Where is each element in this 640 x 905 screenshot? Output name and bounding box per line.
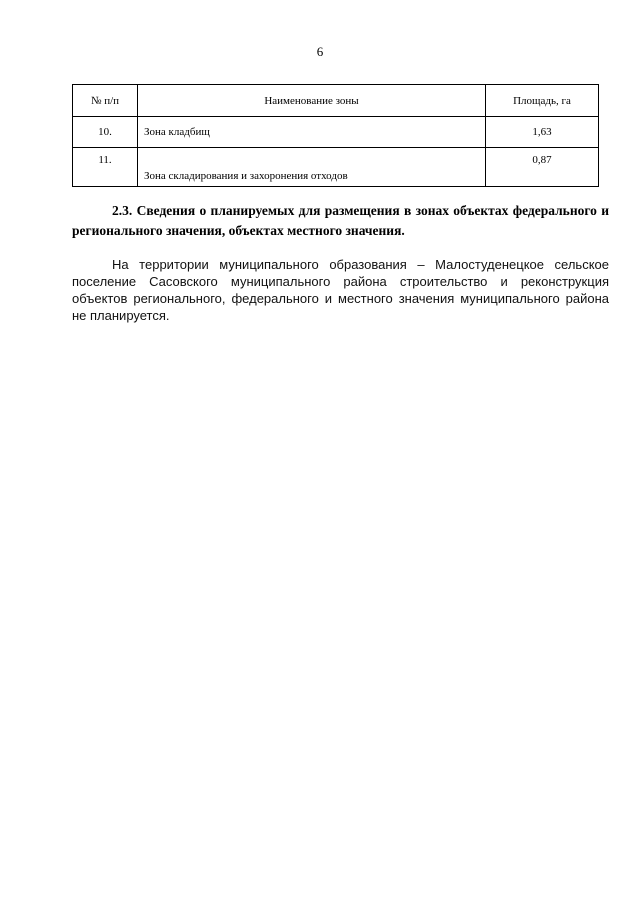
row-area: 0,87 <box>486 148 599 187</box>
table-row <box>73 117 599 148</box>
table-header-row <box>73 85 599 117</box>
page-number: 6 <box>316 44 324 59</box>
table-row <box>73 148 599 187</box>
row-zone-name: Зона складирования и захоронения отходов <box>138 148 486 187</box>
row-area: 1,63 <box>486 117 599 148</box>
row-number: 10. <box>73 117 138 148</box>
zones-table <box>72 84 599 187</box>
row-zone-name: Зона кладбищ <box>138 117 486 148</box>
header-zone-name: Наименование зоны <box>138 85 486 117</box>
header-area: Площадь, га <box>486 85 599 117</box>
header-number: № п/п <box>73 85 138 117</box>
section-heading: 2.3. Сведения о планируемых для размещения в зонах объектах федерального и регионального значения, объектах местного значения. <box>72 203 609 238</box>
body-paragraph: На территории муниципального образования – Малостуденецкое сельское поселение Сасовского муниципального района строительство и реконструкция объектов регионального, федерального и местного значения муниципального района не планируется. <box>72 257 609 323</box>
row-number: 11. <box>73 148 138 187</box>
